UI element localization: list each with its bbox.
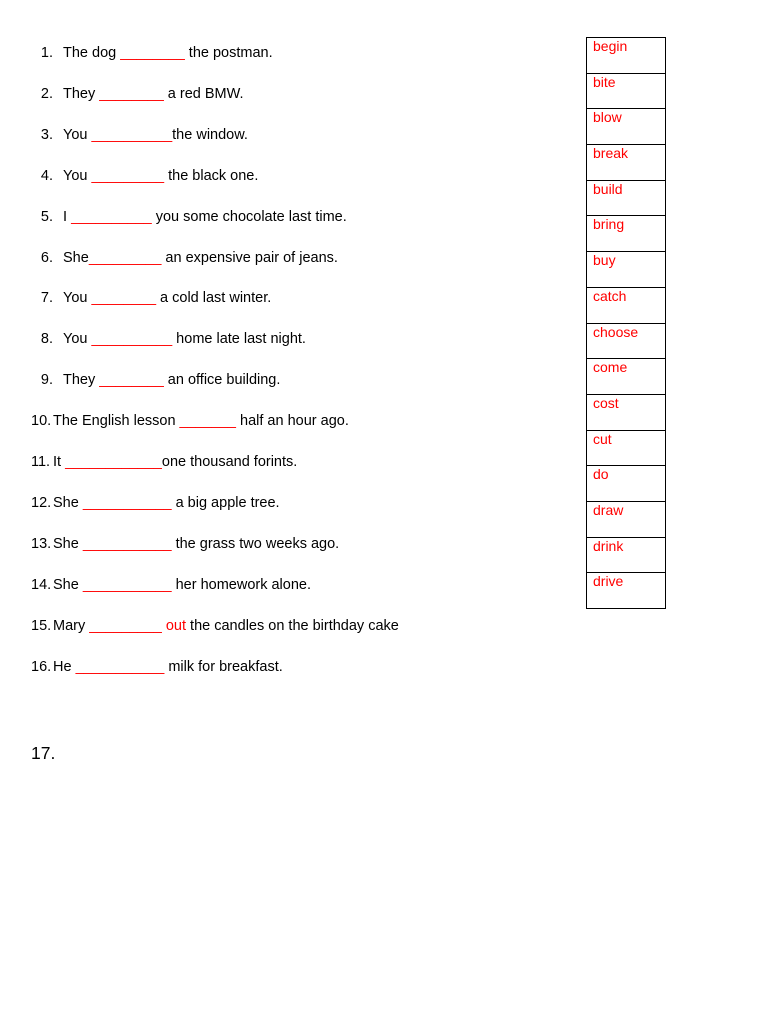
word-bank-row (587, 359, 666, 395)
item-sentence (53, 615, 399, 637)
word-bank-row (587, 394, 666, 430)
word-bank-row (587, 252, 666, 288)
sentence-end: the black one. (164, 167, 259, 184)
item-sentence (63, 287, 271, 309)
sentence-end: a big apple tree. (171, 494, 280, 511)
word-bank-cell: come (587, 359, 666, 395)
item-number: 9. (40, 372, 53, 389)
answer-blank[interactable]: __________ (91, 331, 173, 348)
sentence-start: They (63, 85, 100, 102)
item-sentence (63, 124, 248, 146)
answer-blank[interactable]: ________ (99, 85, 164, 102)
answer-blank[interactable]: __________ (71, 208, 152, 225)
item-number: 14. (31, 576, 52, 593)
sentence-end: a cold last winter. (156, 290, 272, 307)
sentence-start: They (63, 372, 100, 389)
item-sentence (53, 574, 311, 596)
answer-blank[interactable]: _________ (88, 249, 162, 266)
item-number: 7. (40, 290, 53, 307)
word-bank-cell: bring (587, 216, 666, 252)
sentence-end: an office building. (163, 372, 281, 389)
word-bank-row (587, 109, 666, 145)
sentence-start: The dog (63, 45, 121, 61)
sentence-end: the postman. (184, 45, 273, 61)
sentence-end: milk for breakfast. (164, 658, 283, 675)
item-number: 5. (40, 208, 53, 225)
item-number: 1. (40, 45, 53, 61)
answer-blank[interactable]: _________ (89, 617, 162, 634)
word-bank-cell: begin (587, 38, 666, 74)
item-number: 3. (40, 126, 53, 143)
item-number: 15. (31, 617, 52, 634)
sentence-start: You (63, 167, 92, 184)
item-number: 2. (40, 85, 53, 102)
answer-blank[interactable]: __________ (91, 126, 173, 143)
word-bank-row (587, 73, 666, 109)
item-sentence (63, 83, 244, 105)
answer-blank[interactable]: _________ (91, 167, 165, 184)
item-number: 6. (40, 249, 53, 266)
item-sentence (53, 410, 349, 432)
sentence-start: He (53, 658, 76, 675)
sentence-end: the window. (172, 126, 248, 143)
sentence-start: You (63, 126, 92, 143)
word-bank-row (587, 180, 666, 216)
sentence-start: The English lesson (53, 413, 180, 430)
sentence-start: You (63, 331, 92, 348)
word-bank-cell: buy (587, 252, 666, 288)
word-bank-table (586, 37, 666, 609)
sentence-end: the grass two weeks ago. (171, 535, 340, 552)
answer-blank[interactable]: ________ (91, 290, 157, 307)
word-bank-row (587, 287, 666, 323)
sentence-start: She (63, 249, 89, 266)
sentence-start: She (53, 576, 83, 593)
item-sentence (53, 451, 297, 473)
answer-blank[interactable]: _______ (179, 413, 236, 430)
answer-blank[interactable]: ________ (120, 45, 185, 61)
item-number: 8. (40, 331, 53, 348)
word-bank-row (587, 145, 666, 181)
word-bank-cell: cost (587, 394, 666, 430)
sentence-end: home late last night. (172, 331, 306, 348)
word-bank-cell: drink (587, 537, 666, 573)
word-bank-cell: do (587, 466, 666, 502)
exercise-list (0, 0, 560, 700)
word-bank-row (587, 216, 666, 252)
word-bank-row (587, 323, 666, 359)
sentence-end: half an hour ago. (236, 413, 349, 430)
word-bank-row (587, 573, 666, 609)
item-sentence (63, 247, 338, 269)
answer-blank[interactable]: ____________ (65, 454, 162, 470)
word-bank-cell: cut (587, 430, 666, 466)
word-bank-row (587, 466, 666, 502)
item-sentence (63, 42, 273, 64)
word-bank-cell: build (587, 180, 666, 216)
item-number: 12. (31, 494, 52, 511)
item-number: 11. (31, 454, 51, 470)
word-bank-cell: choose (587, 323, 666, 359)
word-bank-cell: break (587, 145, 666, 181)
item-number: 10. (31, 413, 52, 430)
item-sentence (53, 533, 339, 555)
word-bank-row (587, 430, 666, 466)
item-number: 4. (40, 167, 53, 184)
answer-blank[interactable]: ___________ (75, 658, 165, 675)
item-sentence (53, 656, 283, 678)
sentence-end: the candles on the birthday cake (186, 617, 399, 634)
item-sentence (63, 165, 258, 187)
word-bank-row (587, 501, 666, 537)
answer-blank[interactable]: ________ (99, 372, 164, 389)
item-number: 13. (31, 535, 52, 552)
sentence-start: Mary (53, 617, 90, 634)
sentence-end: a red BMW. (163, 85, 244, 102)
item-17-number: 17. (31, 743, 56, 763)
sentence-end: you some chocolate last time. (151, 208, 347, 225)
sentence-end: an expensive pair of jeans. (161, 249, 338, 266)
word-bank-cell: draw (587, 501, 666, 537)
sentence-start: She (53, 535, 83, 552)
answer-blank[interactable]: ___________ (82, 494, 172, 511)
sentence-start: She (53, 494, 83, 511)
word-bank-row (587, 38, 666, 74)
sentence-end: her homework alone. (171, 576, 311, 593)
answer-blank[interactable]: ___________ (82, 576, 172, 593)
answer-blank[interactable]: ___________ (82, 535, 172, 552)
sentence-start: You (63, 290, 92, 307)
word-bank-cell: catch (587, 287, 666, 323)
word-bank-cell: blow (587, 109, 666, 145)
word-bank-cell: drive (587, 573, 666, 609)
sentence-end: one thousand forints. (161, 454, 298, 470)
item-sentence (63, 369, 280, 391)
item-number: 16. (31, 658, 52, 675)
sentence-start: I (63, 208, 72, 225)
particle-hint: out (165, 617, 187, 634)
sentence-start: It (53, 454, 66, 470)
word-bank-row (587, 537, 666, 573)
item-sentence (63, 206, 347, 228)
item-sentence (63, 328, 306, 350)
item-sentence (53, 492, 280, 514)
word-bank-cell: bite (587, 73, 666, 109)
